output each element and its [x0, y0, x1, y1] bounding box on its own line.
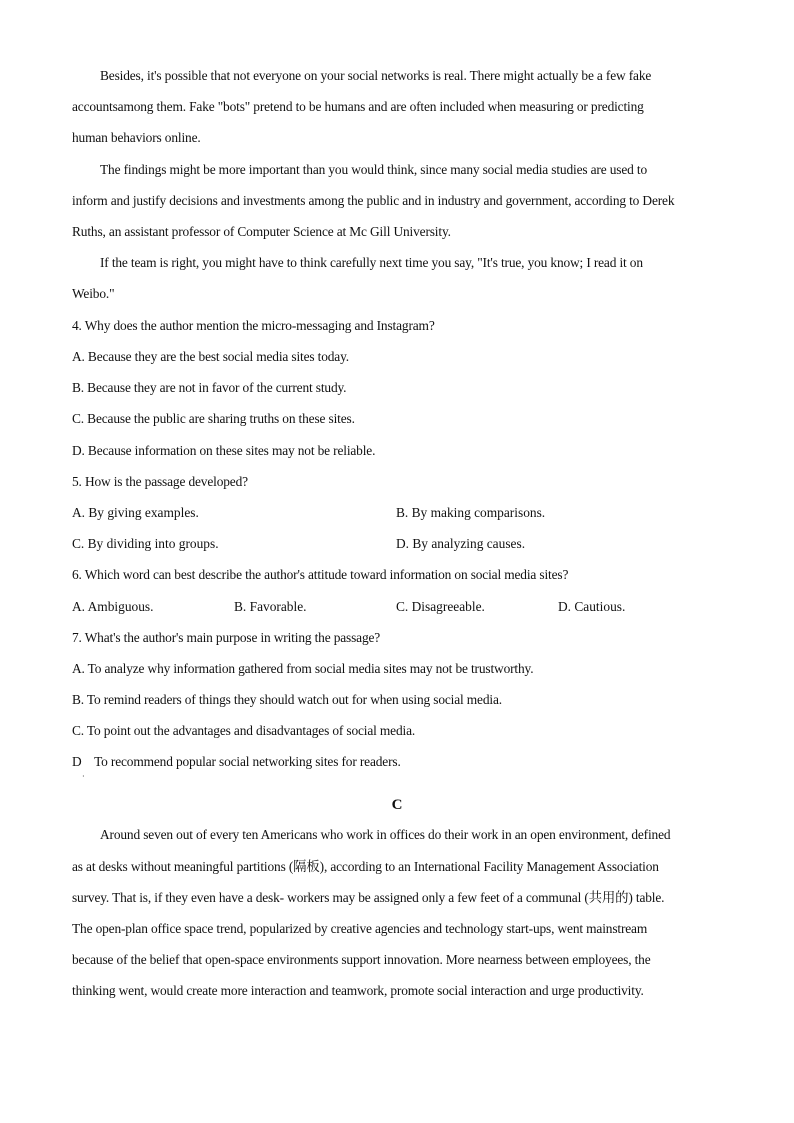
- question-7-option-b: B. To remind readers of things they should watch out for when using social media.: [72, 692, 502, 707]
- question-5-option-a: A. By giving examples.: [72, 505, 199, 520]
- question-7-stem: 7. What's the author's main purpose in writing the passage?: [72, 630, 381, 645]
- passage-b-p2-line3: Ruths, an assistant professor of Computer Science at Mc Gill University.: [72, 224, 451, 239]
- passage-b-p2-line2: inform and justify decisions and investments among the public and in industry and government, according to Derek: [72, 193, 675, 208]
- passage-b-p1-line3: human behaviors online.: [72, 130, 201, 145]
- question-7-option-c: C. To point out the advantages and disadvantages of social media.: [72, 723, 416, 738]
- question-7-option-d: D To recommend popular social networking sites for readers.: [72, 754, 401, 769]
- question-4-stem: 4. Why does the author mention the micro-messaging and Instagram?: [72, 318, 435, 333]
- passage-b-p3-line1: If the team is right, you might have to think carefully next time you say, "It's true, you know; I read it on: [100, 255, 643, 270]
- question-6-option-a: A. Ambiguous.: [72, 599, 154, 614]
- question-5-stem: 5. How is the passage developed?: [72, 474, 248, 489]
- section-c-title: C: [391, 797, 403, 813]
- passage-b-p1-line2: accountsamong them. Fake "bots" pretend to be humans and are often included when measuring or predicting: [72, 99, 644, 114]
- question-7-option-a: A. To analyze why information gathered from social media sites may not be trustworthy.: [72, 661, 534, 676]
- question-6-option-b: B. Favorable.: [234, 599, 307, 614]
- section-c-p1-line3: survey. That is, if they even have a desk- workers may be assigned only a few feet of a communal (共用的) table.: [72, 890, 665, 905]
- section-c-p1-line2: as at desks without meaningful partitions (隔板), according to an International Facility Management Association: [72, 859, 659, 874]
- question-6-option-c: C. Disagreeable.: [396, 599, 485, 614]
- section-c-p1-line1: Around seven out of every ten Americans who work in offices do their work in an open environment, defined: [100, 827, 671, 842]
- section-c-p1-line6: thinking went, would create more interaction and teamwork, promote social interaction and urge productivity.: [72, 983, 644, 998]
- question-4-option-c: C. Because the public are sharing truths on these sites.: [72, 411, 355, 426]
- passage-b-p3-line2: Weibo.": [72, 286, 115, 301]
- question-4-option-d: D. Because information on these sites may not be reliable.: [72, 443, 376, 458]
- question-5-option-b: B. By making comparisons.: [396, 505, 546, 520]
- section-c-p1-line5: because of the belief that open-space environments support innovation. More nearness between employees, the: [72, 952, 651, 967]
- question-5-option-c: C. By dividing into groups.: [72, 536, 219, 551]
- question-6-option-d: D. Cautious.: [558, 599, 626, 614]
- question-4-option-a: A. Because they are the best social media sites today.: [72, 349, 349, 364]
- stray-mark: ·: [82, 772, 85, 781]
- passage-b-p2-line1: The findings might be more important than you would think, since many social media studies are used to: [100, 162, 647, 177]
- question-5-option-d: D. By analyzing causes.: [396, 536, 526, 551]
- question-6-stem: 6. Which word can best describe the author's attitude toward information on social media sites?: [72, 567, 569, 582]
- section-c-p1-line4: The open-plan office space trend, popularized by creative agencies and technology start-ups, went mainstream: [72, 921, 648, 936]
- question-4-option-b: B. Because they are not in favor of the current study.: [72, 380, 347, 395]
- passage-b-p1-line1: Besides, it's possible that not everyone on your social networks is real. There might actually be a few fake: [100, 68, 652, 83]
